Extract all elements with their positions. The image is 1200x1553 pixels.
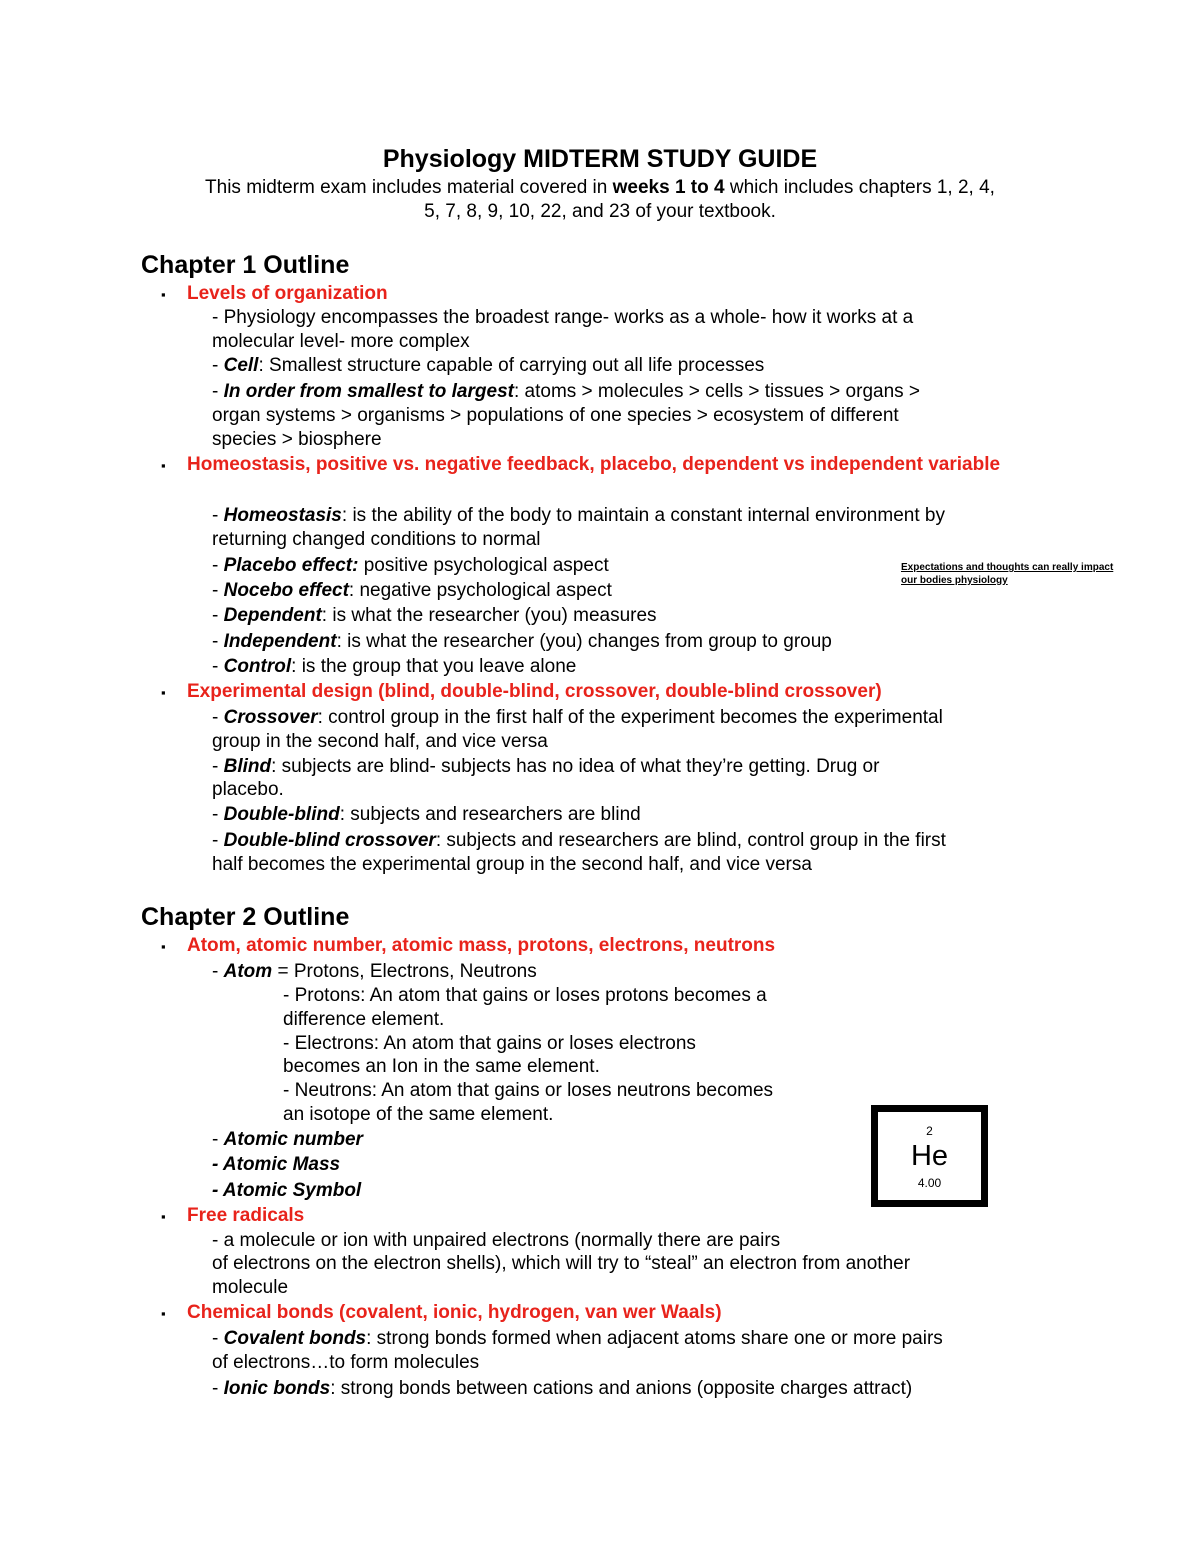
dash: - xyxy=(212,656,224,677)
ionic-term: Ionic bonds xyxy=(223,1378,331,1399)
electrons-line-2: becomes an Ion in the same element. xyxy=(283,1056,600,1077)
nocebo-text: : negative psychological aspect xyxy=(348,580,612,601)
nocebo-definition xyxy=(212,579,612,603)
homeostasis-term: Homeostasis xyxy=(223,505,342,526)
order-term: In order from smallest to largest xyxy=(223,381,514,402)
homeostasis-line-2: returning changed conditions to normal xyxy=(212,529,541,550)
dash: - xyxy=(212,1129,224,1150)
document-title: Physiology MIDTERM STUDY GUIDE xyxy=(382,145,818,173)
radicals-line: - a molecule or ion with unpaired electrons (normally there are pairs xyxy=(212,1230,781,1251)
element-atomic-number: 2 xyxy=(926,1124,933,1138)
cell-definition xyxy=(212,354,764,378)
intro-text-2: which includes chapters 1, 2, 4, xyxy=(724,177,995,198)
intro-text: This midterm exam includes material covered in xyxy=(205,177,613,198)
ionic-definition xyxy=(212,1377,912,1401)
dash: - xyxy=(212,555,224,576)
neutrons-line: - Neutrons: An atom that gains or loses neutrons becomes xyxy=(283,1080,774,1101)
dependent-text: : is what the researcher (you) measures xyxy=(321,605,657,626)
order-line-2: organ systems > organisms > populations of one species > ecosystem of different xyxy=(212,405,899,426)
bullet-icon: ▪ xyxy=(161,1306,166,1321)
chapter-1-heading: Chapter 1 Outline xyxy=(141,251,350,279)
order-definition xyxy=(212,380,920,404)
dependent-definition xyxy=(212,604,657,628)
double-blind-crossover-text: : subjects and researchers are blind, control group in the first xyxy=(435,830,946,851)
cell-term: Cell xyxy=(223,355,259,376)
dash: - xyxy=(212,1328,224,1349)
dash: - xyxy=(212,756,224,777)
dash: - xyxy=(212,580,224,601)
chapter-2-heading: Chapter 2 Outline xyxy=(141,903,350,931)
physiology-line: - Physiology encompasses the broadest range- works as a whole- how it works at a xyxy=(212,307,914,328)
atom-definition xyxy=(212,960,537,984)
double-blind-crossover-definition xyxy=(212,829,946,853)
atom-term: Atom xyxy=(223,961,273,982)
blind-definition xyxy=(212,755,879,779)
double-blind-crossover-term: Double-blind crossover xyxy=(223,830,436,851)
covalent-definition xyxy=(212,1327,943,1351)
topic-levels-of-organization: Levels of organization xyxy=(187,283,388,304)
topic-chemical-bonds: Chemical bonds (covalent, ionic, hydrogen, van wer Waals) xyxy=(187,1302,722,1323)
double-blind-text: : subjects and researchers are blind xyxy=(339,804,641,825)
atomic-number-term xyxy=(212,1128,363,1152)
dependent-term: Dependent xyxy=(223,605,322,626)
covalent-term: Covalent bonds xyxy=(223,1328,367,1349)
dash: - xyxy=(212,1378,224,1399)
bullet-icon: ▪ xyxy=(161,1209,166,1224)
bullet-icon: ▪ xyxy=(161,458,166,473)
independent-definition xyxy=(212,630,832,654)
element-symbol: He xyxy=(910,1140,949,1172)
homeostasis-text: : is the ability of the body to maintain a constant internal environment by xyxy=(341,505,945,526)
control-text: : is the group that you leave alone xyxy=(291,656,577,677)
atomic-number-label: Atomic number xyxy=(223,1129,363,1150)
dash: - xyxy=(212,804,224,825)
placebo-text: positive psychological aspect xyxy=(358,555,609,576)
dash: - xyxy=(212,707,224,728)
atomic-symbol-term: - Atomic Symbol xyxy=(212,1180,362,1201)
dash: - xyxy=(212,631,224,652)
physiology-line-2: molecular level- more complex xyxy=(212,331,470,352)
intro-line-2: 5, 7, 8, 9, 10, 22, and 23 of your textbook. xyxy=(424,201,776,222)
homeostasis-definition xyxy=(212,504,945,528)
element-atomic-mass: 4.00 xyxy=(917,1176,942,1190)
order-line-3: species > biosphere xyxy=(212,429,382,450)
intro-weeks: weeks 1 to 4 xyxy=(612,177,725,198)
double-blind-term: Double-blind xyxy=(223,804,340,825)
blind-text: : subjects are blind- subjects has no idea of what they’re getting. Drug or xyxy=(271,756,880,777)
side-note: Expectations and thoughts can really impact our bodies physiology xyxy=(901,562,1114,586)
dash: - xyxy=(212,605,224,626)
independent-text: : is what the researcher (you) changes from group to group xyxy=(336,631,832,652)
dash: - xyxy=(212,381,224,402)
crossover-line-2: group in the second half, and vice versa xyxy=(212,731,548,752)
crossover-term: Crossover xyxy=(223,707,318,728)
blind-line-2: placebo. xyxy=(212,779,284,800)
cell-text: : Smallest structure capable of carrying out all life processes xyxy=(258,355,765,376)
protons-line-2: difference element. xyxy=(283,1009,445,1030)
protons-line: - Protons: An atom that gains or loses protons becomes a xyxy=(283,985,767,1006)
crossover-definition xyxy=(212,706,943,730)
intro-paragraph xyxy=(130,176,1070,224)
double-blind-crossover-line-2: half becomes the experimental group in the second half, and vice versa xyxy=(212,854,812,875)
dash: - xyxy=(212,505,224,526)
topic-homeostasis: Homeostasis, positive vs. negative feedback, placebo, dependent vs independent variable xyxy=(187,454,1001,475)
placebo-definition xyxy=(212,554,609,578)
dash: - xyxy=(212,830,224,851)
nocebo-term: Nocebo effect xyxy=(223,580,349,601)
ionic-text: : strong bonds between cations and anions (opposite charges attract) xyxy=(330,1378,913,1399)
atomic-mass-term: - Atomic Mass xyxy=(212,1154,341,1175)
control-term: Control xyxy=(223,656,292,677)
helium-element-tile xyxy=(871,1105,988,1207)
topic-experimental-design: Experimental design (blind, double-blind, crossover, double-blind crossover) xyxy=(187,681,882,702)
double-blind-definition xyxy=(212,803,641,827)
electrons-line: - Electrons: An atom that gains or loses electrons xyxy=(283,1033,696,1054)
radicals-line-3: molecule xyxy=(212,1277,289,1298)
bullet-icon: ▪ xyxy=(161,685,166,700)
dash: - xyxy=(212,355,224,376)
independent-term: Independent xyxy=(223,631,337,652)
topic-atom: Atom, atomic number, atomic mass, protons, electrons, neutrons xyxy=(187,935,776,956)
bullet-icon: ▪ xyxy=(161,939,166,954)
dash: - xyxy=(212,961,224,982)
control-definition xyxy=(212,655,576,679)
bullet-icon: ▪ xyxy=(161,287,166,302)
atom-text: = Protons, Electrons, Neutrons xyxy=(272,961,537,982)
neutrons-line-2: an isotope of the same element. xyxy=(283,1104,554,1125)
covalent-line-2: of electrons…to form molecules xyxy=(212,1352,480,1373)
placebo-term: Placebo effect: xyxy=(223,555,359,576)
blind-term: Blind xyxy=(223,756,272,777)
crossover-text: : control group in the first half of the experiment becomes the experimental xyxy=(317,707,943,728)
covalent-text: : strong bonds formed when adjacent atoms share one or more pairs xyxy=(366,1328,943,1349)
order-text: : atoms > molecules > cells > tissues > organs > xyxy=(513,381,921,402)
radicals-line-2: of electrons on the electron shells), which will try to “steal” an electron from another xyxy=(212,1253,911,1274)
topic-free-radicals: Free radicals xyxy=(187,1205,305,1226)
